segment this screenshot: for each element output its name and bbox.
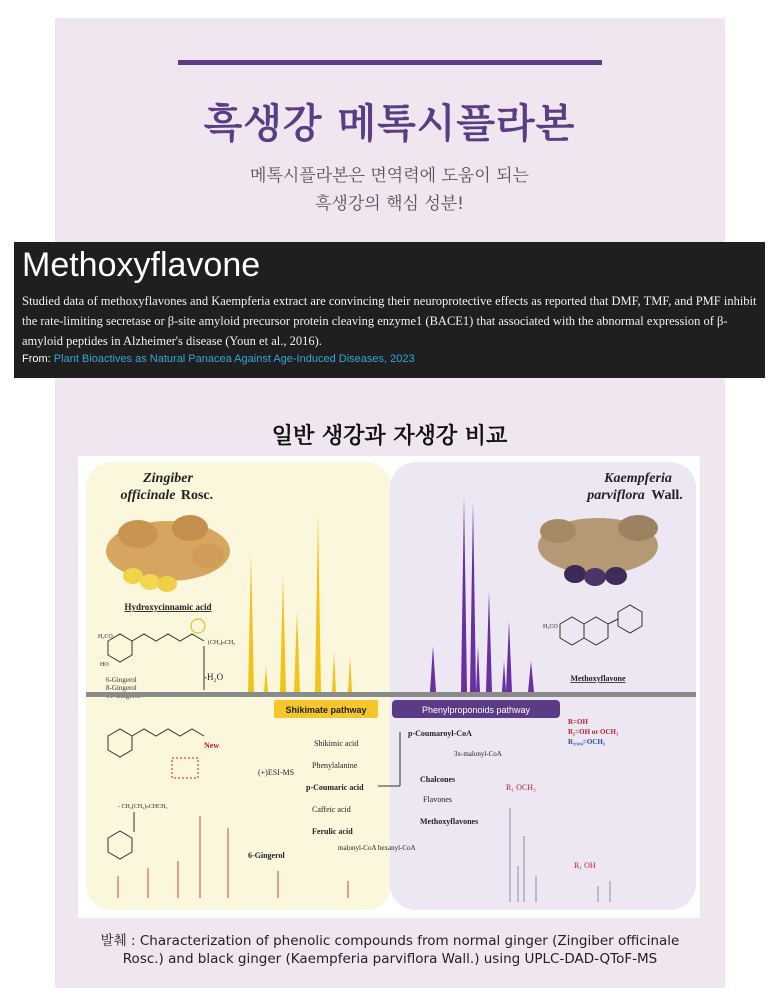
step-caffeic: Caffeic acid xyxy=(312,805,351,814)
gingerol-label-8: 8-Gingerol xyxy=(106,684,137,692)
step-ferulic: Ferulic acid xyxy=(312,827,353,836)
step-coumaric: p-Coumaric acid xyxy=(306,783,364,792)
h3co-label: H₃CO xyxy=(98,634,113,640)
esi-ms-label: (+)ESI-MS xyxy=(258,768,295,777)
flavone-h3co: H₃CO xyxy=(543,624,558,630)
chromatogram-baseline xyxy=(86,692,696,697)
page-title: 흑생강 메톡시플라본 xyxy=(203,101,576,147)
definition-body: Studied data of methoxyflavones and Kaempferia extract are convincing their neuroprotective effects as reported that DMF, TMF, and PMF inhibit the rate-limiting secretase or β-site amyloid precursor protein cleaving enzyme1 (BACE1) that associated with the abnormal expression of β-amyloid peptides in Alzheimer's disease (Youn et al., 2016). xyxy=(22,294,757,348)
title-accent-line xyxy=(178,60,602,65)
right-species-suffix: Wall. xyxy=(651,488,683,503)
comparison-title: 일반 생강과 자생강 비교 xyxy=(271,424,508,449)
step-methoxyflavones: Methoxyflavones xyxy=(420,817,479,826)
figure-svg xyxy=(78,456,700,918)
step-shikimic: Shikimic acid xyxy=(314,739,359,748)
water-loss-label: -H₂O xyxy=(204,672,224,682)
comparison-figure xyxy=(78,456,700,918)
gingerol-label-6: 6-Gingerol xyxy=(106,676,137,684)
final-gingerol: 6-Gingerol xyxy=(248,851,285,860)
source-link[interactable]: Plant Bioactives as Natural Panacea Against Age-Induced Diseases, 2023 xyxy=(53,353,415,365)
definition-source xyxy=(22,353,415,365)
left-species-line1: Zingiber xyxy=(143,471,193,486)
definition-box xyxy=(14,242,765,378)
shikimate-pathway-label: Shikimate pathway xyxy=(285,705,367,715)
from-label: From: xyxy=(22,353,51,365)
r1-och3-label: R₁ OCH₃ xyxy=(506,783,536,792)
caption-line-1: 발췌 : Characterization of phenolic compounds from normal ginger (Zingiber officinale xyxy=(100,933,680,949)
left-species-suffix: Rosc. xyxy=(180,488,214,503)
step-flavones: Flavones xyxy=(423,795,452,804)
r-legend-3: R₁,₃,₄=OCH₃ xyxy=(568,738,605,746)
r-legend-2: R₂=OH or OCH₃ xyxy=(568,728,619,736)
phenylpropanoid-pathway-label: Phenylproponoids pathway xyxy=(421,705,531,715)
coa-inputs: malonyl-CoA hexanyl-CoA xyxy=(338,844,416,852)
ho-label: HO xyxy=(100,662,109,668)
page-subtitle xyxy=(0,162,779,218)
new-label: New xyxy=(204,741,220,750)
subtitle-line-1: 메톡시플라본은 면역력에 도움이 되는 xyxy=(250,166,529,186)
side-chain-label: - CH₂(CH₂)ₙCHCH₃ xyxy=(118,804,168,810)
caption-line-2: Rosc.) and black ginger (Kaempferia parviflora Wall.) using UPLC-DAD-QToF-MS xyxy=(122,951,658,967)
hydroxycinnamic-label: Hydroxycinnamic acid xyxy=(124,602,212,612)
right-species-line1: Kaempferia xyxy=(604,471,672,486)
r-legend-1: R=OH xyxy=(568,718,588,726)
step-coumaroyl: p-Coumaroyl-CoA xyxy=(408,729,472,738)
step-phenylalanine: Phenylalanine xyxy=(312,761,358,770)
definition-heading: Methoxyflavone xyxy=(22,246,261,284)
right-species-line2: parviflora xyxy=(587,488,645,503)
step-chalcones: Chalcones xyxy=(420,775,456,784)
left-species-line2: officinale xyxy=(120,488,176,503)
chain-label: (CH₂)ₙCH₃ xyxy=(208,640,236,646)
methoxyflavone-label: Methoxyflavone xyxy=(570,674,626,683)
subtitle-line-2: 흑생강의 핵심 성분! xyxy=(315,194,464,214)
figure-caption xyxy=(80,932,700,968)
r1-oh-label: R₁ OH xyxy=(574,861,596,870)
step-malonyl: 3x-malonyl-CoA xyxy=(454,750,502,758)
